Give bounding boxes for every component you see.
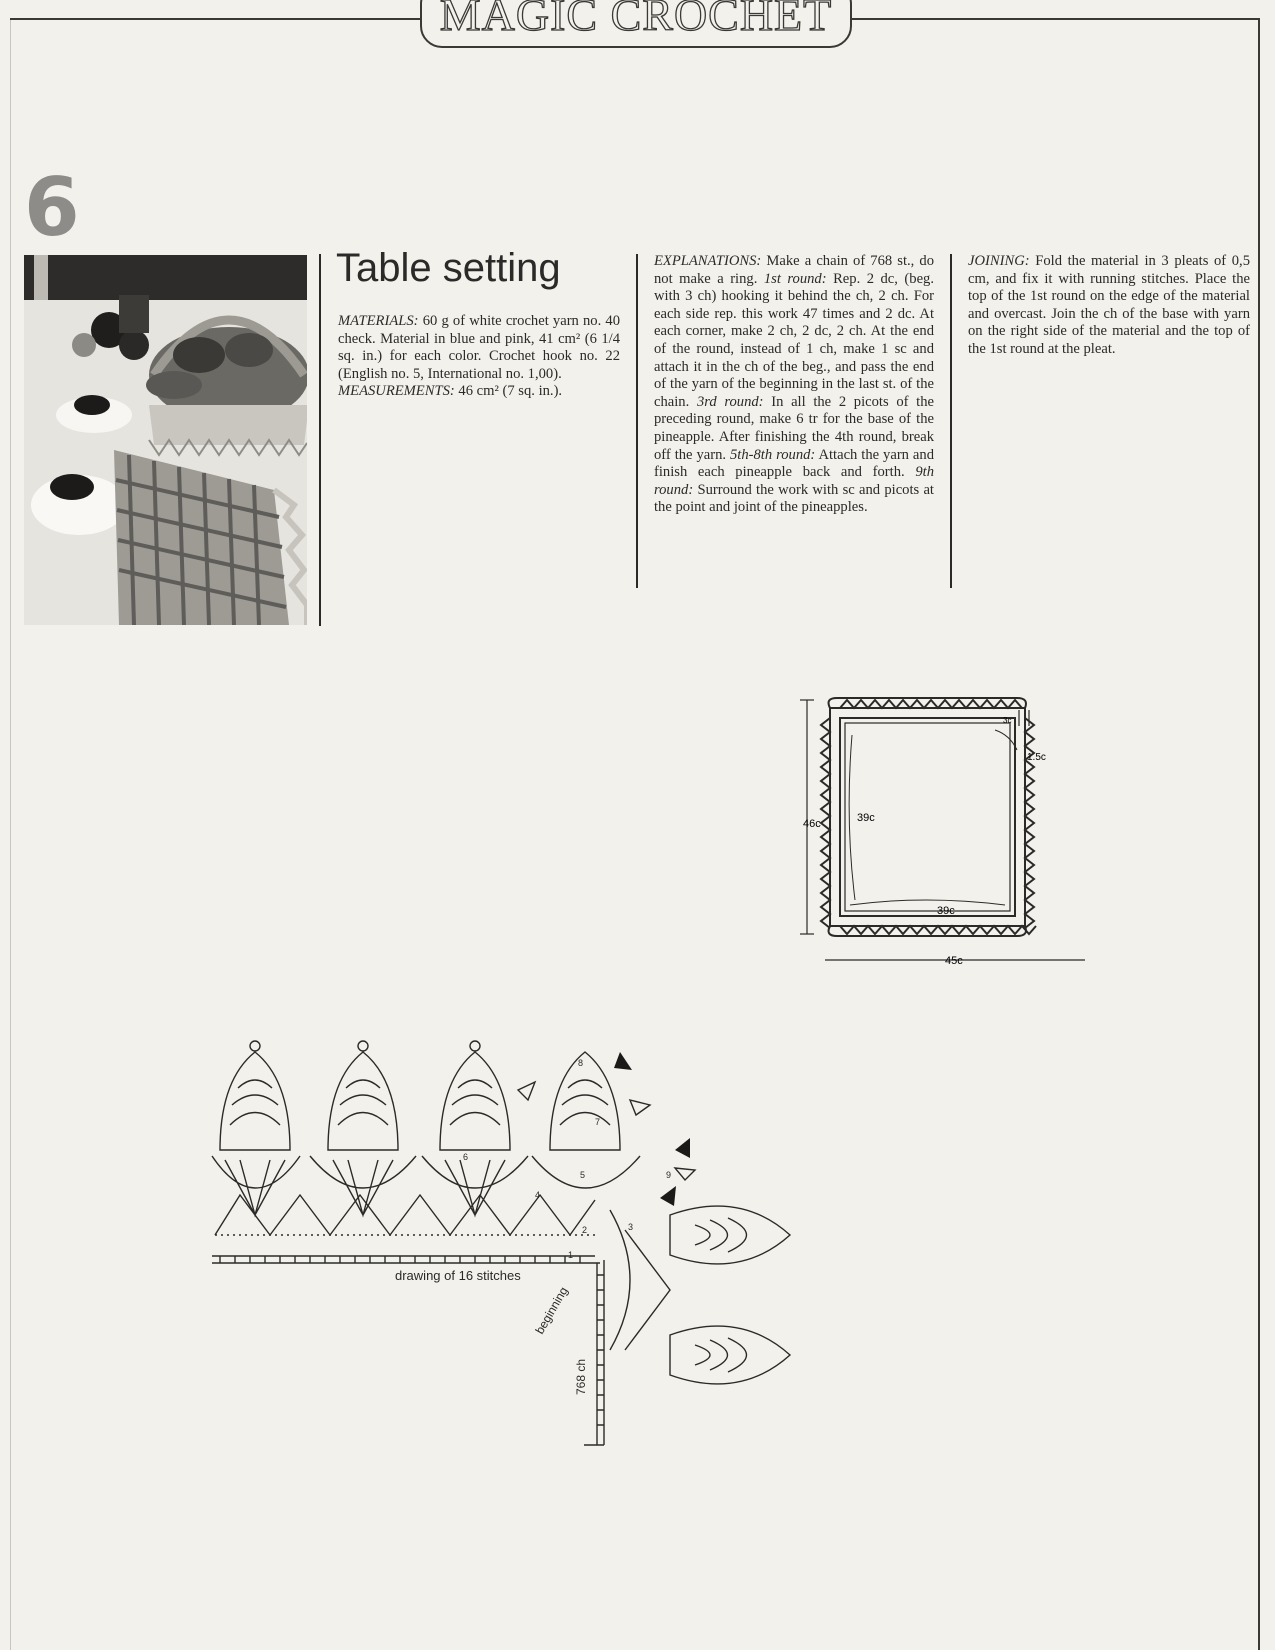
round-1-label: 1st round: [763, 270, 827, 287]
header-rule-right [850, 18, 1260, 20]
explanations-text-5: Surround the work with sc and picots at the point and joint of the pineapples. [654, 481, 934, 516]
page-left-edge [10, 18, 11, 1650]
round-9-label: 9th round: [654, 464, 934, 498]
stitch-chart [200, 1030, 850, 1450]
materials-text: 60 g of white crochet yarn no. 40 check. Material in blue and pink, 41 cm² (6 1/4 sq. in.) for each color. Crochet hook no. 22 (English no. 5, International no. 1,00). [338, 313, 621, 382]
explanations-text-3: In all the 2 picots of the preceding round, make 6 tr for the base of the pineapple. After finishing the 4th round, break off the yarn. [654, 393, 934, 463]
zigzag-top [840, 700, 1022, 708]
table-setting-photo [24, 255, 307, 625]
dim-border: 1.5c [1027, 752, 1046, 763]
joining-column [968, 253, 1250, 359]
round-3-label: 3rd round: [696, 393, 764, 410]
round-num-3: 3 [628, 1222, 634, 1232]
dim-inner-width: 39c [937, 905, 955, 917]
materials-paragraph [338, 313, 620, 383]
joining-label: JOINING: [968, 253, 1030, 269]
pineapple-4 [550, 1052, 620, 1150]
round-num-4: 4 [535, 1190, 541, 1200]
materials-label: MATERIALS: [338, 313, 419, 329]
zigzag-left [821, 718, 830, 928]
explanations-label: EXPLANATIONS: [654, 253, 762, 269]
pineapple-6 [670, 1326, 790, 1384]
round-num-8: 8 [578, 1058, 584, 1068]
measurements-paragraph [338, 383, 620, 401]
round-num-1: 1 [568, 1250, 574, 1260]
explanations-text-2: Rep. 2 dc, (beg. with 3 ch) hooking it behind the ch, 2 ch. For each side rep. this work 47 times and 2 dc. At each corner, make 2 ch, 2 dc, 2 ch. At the end of the round, instead of 1 ch, make 1 sc and attach it in the ch of the beg., and pass the end of the yarn of the beginning in the last st. of the chain. [654, 270, 934, 410]
explanations-text-1: Make a chain of 768 st., do not make a ring. [654, 253, 934, 287]
column-rule-2 [636, 254, 638, 588]
page-title: Table setting [336, 246, 561, 290]
column-rule-3 [950, 254, 952, 588]
header-title: MAGIC CROCHET [439, 0, 833, 40]
joining-text: Fold the material in 3 pleats of 0,5 cm, and fix it with running stitches. Place the top of the 1st round on the edge of the material and overcast. Join the ch of the base with yarn on the right side of the material and the top of the 1st round at the pleat. [968, 253, 1251, 357]
explanations-column [654, 253, 934, 517]
pineapple-5 [670, 1206, 790, 1264]
pineapple-2 [328, 1052, 398, 1150]
round-num-2: 2 [582, 1225, 588, 1235]
dim-outer-height: 46c [803, 818, 821, 830]
measurements-label: MEASUREMENTS: [338, 383, 455, 400]
page-right-edge [1258, 18, 1260, 1650]
pattern-number: 6 [24, 161, 80, 254]
round-5-8-label: 5th-8th round: [730, 446, 816, 463]
header-rule-left [10, 18, 422, 20]
square-diagram [795, 690, 1095, 980]
dim-pleat: 3c [1003, 716, 1012, 725]
dim-outer-width: 45c [945, 955, 963, 967]
round-num-5: 5 [580, 1170, 586, 1180]
zigzag-right [1025, 718, 1034, 928]
drawing-label: drawing of 16 stitches [395, 1268, 521, 1283]
beginning-label: beginning [532, 1284, 571, 1337]
zigzag-bottom [840, 926, 1036, 934]
chain-label: 768 ch [574, 1358, 588, 1395]
column-rule-1 [319, 254, 321, 626]
header-badge [420, 0, 852, 48]
measurements-text: 46 cm² (7 sq. in.). [458, 383, 563, 400]
pineapple-1 [220, 1052, 290, 1150]
round-num-7: 7 [595, 1117, 601, 1127]
round-num-6: 6 [463, 1152, 469, 1162]
explanations-text-4: Attach the yarn and finish each pineapple back and forth. [654, 446, 934, 481]
dim-inner-height: 39c [857, 812, 875, 824]
round-num-9: 9 [666, 1170, 672, 1180]
materials-column [338, 313, 620, 401]
pineapple-3 [440, 1052, 510, 1150]
